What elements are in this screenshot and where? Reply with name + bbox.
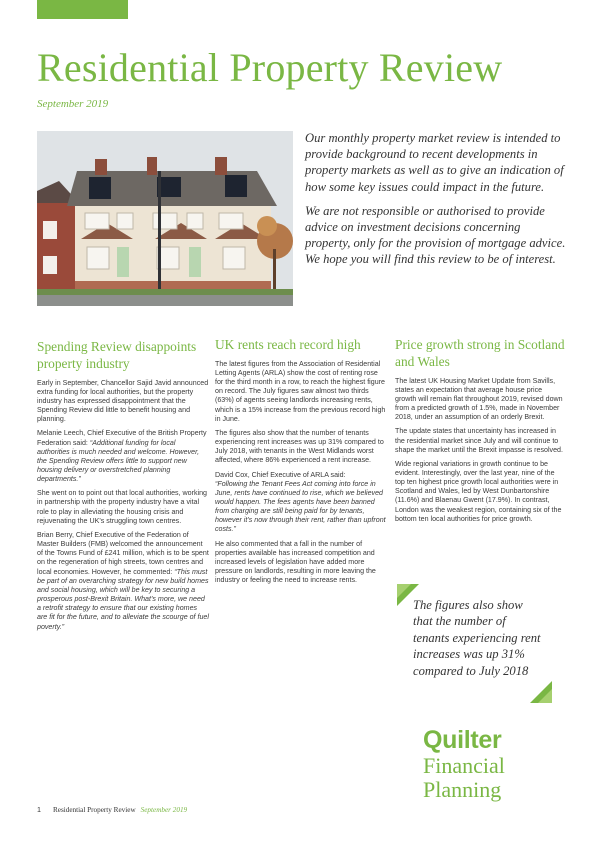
article-paragraph: The latest UK Housing Market Update from Savills, states an expectation that average house price growth will remain flat throughout 2019, revised down from a predicted growth of 1.5%, made in November 2018, under an assumption of an orderly Brexit. bbox=[395, 376, 563, 422]
logo-line-1: Quilter bbox=[423, 726, 502, 754]
article-heading: Price growth strong in Scotland and Wales bbox=[395, 337, 565, 369]
article-spending-review bbox=[37, 339, 209, 637]
header-accent-bar bbox=[37, 0, 128, 19]
quote: “Following the Tenant Fees Act coming into force in June, rents have continued to rise, which we believed would happen. The fees agents have been banned from charging are still being paid for by tenants, however it’s now through their rent, rather than upfront costs.” bbox=[215, 479, 386, 534]
pull-quote: The figures also show that the number of tenants experiencing rent increases was up 31% compared to July 2018 bbox=[413, 598, 541, 678]
article-paragraph: Wide regional variations in growth continue to be evident. Interestingly, over the last year, nine of the top ten highest price growth local authorities were in Scotland and Wales, led by West Dunbartonshire (11.6%) and Blaenau Gwent (17.9%). In contrast, London was the weakest region, containing six of the bottom ten local authorities for price growth. bbox=[395, 459, 562, 523]
article-price-growth bbox=[395, 337, 565, 529]
hero-house-photo bbox=[37, 131, 293, 306]
paragraph-lead: Melanie Leech, Chief Executive of the British Property Federation said: bbox=[37, 429, 207, 447]
quote: “This must be part of an overarching strategy for new build homes and social housing, which will be key to securing a prosperous post-Brexit Britain. What’s more, we need a retrofit strategy to ensure that our existing homes are fit for the future, and to alleviate the scourge of fuel poverty.” bbox=[37, 567, 209, 631]
logo-line-3: Planning bbox=[423, 777, 502, 802]
article-paragraph bbox=[37, 531, 209, 632]
logo-line-2: Financial bbox=[423, 753, 505, 778]
article-heading: Spending Review disappoints property industry bbox=[37, 339, 197, 371]
footer-date: September 2019 bbox=[140, 806, 188, 814]
intro-paragraph-2: We are not responsible or authorised to provide advice on investment decisions concerning property, only for the provision of mortgage advice. We hope you will find this review to be of interest. bbox=[305, 203, 566, 267]
article-paragraph: The update states that uncertainty has increased in the residential market since July and will continue to shape the market until the Brexit impasse is resolved. bbox=[395, 427, 563, 454]
article-paragraph: She went on to point out that local authorities, working in partnership with the property industry have a vital role to play in alleviating the housing crisis and rejuvenating the UK’s struggling town centres. bbox=[37, 489, 207, 525]
paragraph-lead: David Cox, Chief Executive of ARLA said: bbox=[215, 470, 346, 479]
intro-text bbox=[305, 130, 567, 276]
page-footer bbox=[37, 805, 187, 814]
page-title: Residential Property Review bbox=[37, 45, 503, 90]
article-paragraph bbox=[37, 429, 209, 484]
article-heading: UK rents reach record high bbox=[215, 337, 361, 352]
article-uk-rents bbox=[215, 337, 387, 590]
article-paragraph: Early in September, Chancellor Sajid Javid announced extra funding for local authorities, but the property industry has expressed disappointment that the Spending Review did little to benefit housing and planning. bbox=[37, 378, 209, 424]
article-paragraph bbox=[215, 471, 387, 480]
article-paragraph: He also commented that a fall in the number of properties available has increased competition and increased levels of legislation have added more pressure on landlords, resulting in more leaving the industry or feeling the need to increase rents. bbox=[215, 539, 376, 585]
quote: “Additional funding for local authorities is much needed and welcome. However, the Spending Review offers little to support new housing delivery or overstretched planning departments.” bbox=[37, 438, 200, 484]
page-number: 1 bbox=[37, 805, 41, 814]
quilter-logo bbox=[423, 726, 573, 802]
intro-paragraph-1: Our monthly property market review is intended to provide background to recent developments in property markets as well as to give an indication of how some key issues could impact in the future. bbox=[305, 131, 564, 194]
footer-title: Residential Property Review bbox=[53, 806, 136, 814]
article-paragraph: The figures also show that the number of tenants experiencing rent increases was up 31% compared to July 2018, with tenants in the West Midlands worst affected, where 86% experienced a rent increase. bbox=[215, 428, 384, 465]
paragraph-lead: Brian Berry, Chief Executive of the Federation of Master Builders (FMB) welcomed the announcement of the Towns Fund of £241 million, which is to be spent on the regeneration of high streets, town centres and local economies. However, he commented: bbox=[37, 530, 209, 576]
article-paragraph: The latest figures from the Association of Residential Letting Agents (ARLA) show the cost of renting rose for the third month in a row, to reach the highest figure on record. The July figures saw almost two thirds (63%) of agents seeing landlords increasing rents, which is a 15% increase from the previous record high in June. bbox=[215, 359, 386, 423]
issue-date: September 2019 bbox=[37, 98, 109, 110]
pullquote-corner-bottom bbox=[530, 681, 552, 703]
